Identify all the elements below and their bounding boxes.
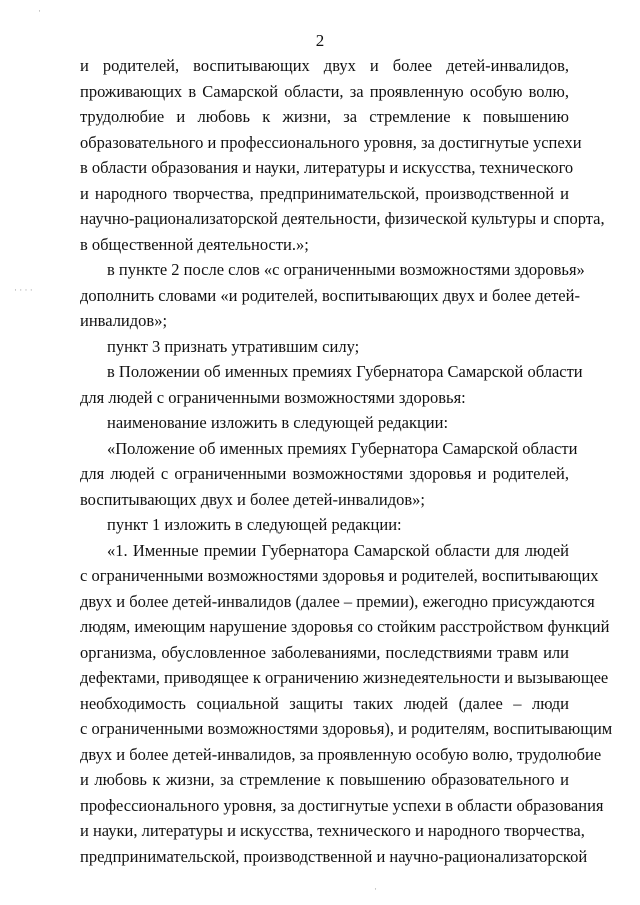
paragraph-first-line: пункт 1 изложить в следующей редакции:: [107, 515, 402, 534]
text-line: для людей с ограниченными возможностями здоровья и родителей,: [80, 464, 569, 483]
paragraph-first-line: наименование изложить в следующей редакции:: [107, 413, 449, 432]
text-line: проживающих в Самарской области, за проявленную особую волю,: [80, 82, 569, 101]
text-line: воспитывающих двух и более детей-инвалидов»;: [80, 490, 426, 509]
text-line: двух и более детей-инвалидов, за проявленную особую волю, трудолюбие: [80, 745, 602, 764]
text-line: профессионального уровня, за достигнутые успехи в области образования: [80, 796, 604, 815]
text-line: трудолюбие и любовь к жизни, за стремление к повышению: [80, 107, 569, 126]
text-line: людям, имеющим нарушение здоровья со стойким расстройством функций: [80, 617, 610, 636]
text-line: с ограниченными возможностями здоровья), и родителям, воспитывающим: [80, 719, 613, 738]
paragraph-first-line: в пункте 2 после слов «с ограниченными возможностями здоровья»: [107, 260, 585, 279]
text-line: двух и более детей-инвалидов (далее – премии), ежегодно присуждаются: [80, 592, 595, 611]
text-line: предпринимательской, производственной и научно-рационализаторской: [80, 847, 588, 866]
text-line: инвалидов»;: [80, 311, 168, 330]
text-line: дефектами, приводящее к ограничению жизнедеятельности и вызывающее: [80, 668, 609, 687]
text-line: организма, обусловленное заболеваниями, последствиями травм или: [80, 643, 569, 662]
text-line: дополнить словами «и родителей, воспитывающих двух и более детей-: [80, 286, 580, 305]
scan-artifact-mark: · · · ·: [14, 285, 33, 295]
scan-artifact-mark: ·: [374, 884, 377, 894]
text-line: и любовь к жизни, за стремление к повышению образовательного и: [80, 770, 569, 789]
paragraph-first-line: в Положении об именных премиях Губернатора Самарской области: [107, 362, 583, 381]
text-line: в области образования и науки, литературы и искусства, технического: [80, 158, 574, 177]
text-line: необходимость социальной защиты таких людей (далее – люди: [80, 694, 569, 713]
paragraph-first-line: «Положение об именных премиях Губернатора Самарской области: [107, 439, 578, 458]
text-line: с ограниченными возможностями здоровья и родителей, воспитывающих: [80, 566, 599, 585]
paragraph-first-line: «1. Именные премии Губернатора Самарской области для людей: [107, 541, 569, 560]
paragraph-first-line: пункт 3 признать утратившим силу;: [107, 337, 360, 356]
text-line: для людей с ограниченными возможностями здоровья:: [80, 388, 466, 407]
text-line: научно-рационализаторской деятельности, физической культуры и спорта,: [80, 209, 605, 228]
page-number: 2: [315, 31, 325, 50]
text-line: и народного творчества, предпринимательской, производственной и: [80, 184, 569, 203]
text-line: в общественной деятельности.»;: [80, 235, 309, 254]
scan-artifact-mark: ·: [38, 6, 41, 16]
text-line: образовательного и профессионального уровня, за достигнутые успехи: [80, 133, 582, 152]
text-line: и родителей, воспитывающих двух и более детей-инвалидов,: [80, 56, 569, 75]
text-line: и науки, литературы и искусства, технического и народного творчества,: [80, 821, 585, 840]
